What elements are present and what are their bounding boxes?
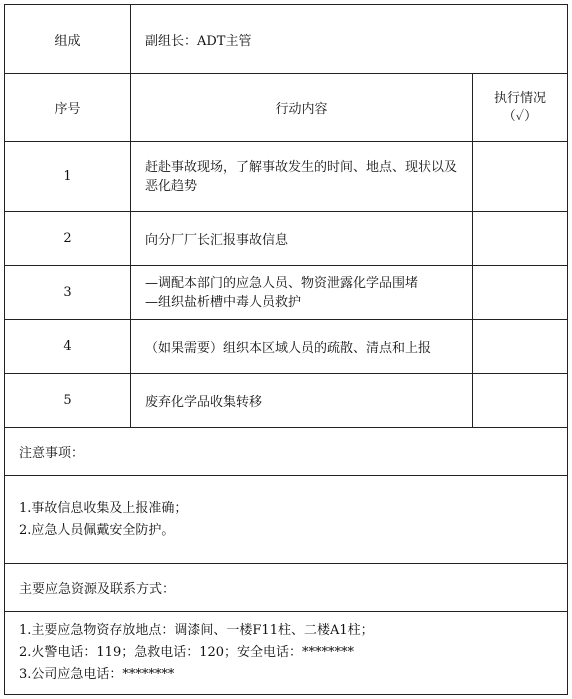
status-header-cell (473, 74, 567, 141)
status-header-line1: 执行情况 (493, 90, 546, 106)
notes-title-row (5, 428, 567, 476)
notes-body-cell (5, 476, 567, 563)
seq-header: 序号 (54, 102, 81, 117)
group-label: 组成 (54, 33, 81, 49)
action-cell (131, 374, 473, 427)
resources-title-row (5, 564, 567, 612)
resource-item: 2.火警电话：119；急救电话：120；安全电话：******** (19, 645, 355, 660)
table-row (5, 320, 567, 374)
table-row (5, 212, 567, 266)
action-line: 赶赴事故现场，了解事故发生的时间、地点、现状以及 (145, 159, 458, 175)
emergency-action-card (4, 4, 568, 695)
group-row (5, 5, 567, 74)
action-header: 行动内容 (275, 102, 328, 117)
group-value-cell (131, 5, 567, 73)
status-cell (473, 266, 567, 319)
action-line: （如果需要）组织本区域人员的疏散、清点和上报 (145, 341, 432, 356)
seq-cell (5, 374, 131, 427)
status-cell (473, 142, 567, 211)
seq-number: 4 (63, 339, 72, 354)
seq-number: 5 (63, 393, 72, 408)
status-cell (473, 374, 567, 427)
table-row (5, 142, 567, 212)
group-label-cell (5, 5, 131, 73)
action-cell (131, 320, 473, 373)
status-cell (473, 212, 567, 265)
resources-title-cell (5, 564, 567, 611)
action-line: 向分厂厂长汇报事故信息 (145, 233, 289, 248)
note-item: 1.事故信息收集及上报准确； (19, 500, 188, 516)
notes-title-cell (5, 428, 567, 475)
seq-header-cell (5, 74, 131, 141)
seq-cell (5, 212, 131, 265)
status-cell (473, 320, 567, 373)
resources-title: 主要应急资源及联系方式： (19, 582, 176, 597)
action-cell (131, 212, 473, 265)
action-line: —组织盐析槽中毒人员救护 (145, 294, 302, 310)
table-row (5, 374, 567, 428)
action-line: —调配本部门的应急人员、物资泄露化学品围堵 (145, 275, 419, 291)
status-header-line2: （✓） (502, 108, 538, 124)
table-row (5, 266, 567, 320)
note-item: 2.应急人员佩戴安全防护。 (19, 522, 175, 538)
seq-cell (5, 320, 131, 373)
notes-body-row (5, 476, 567, 564)
resources-body-cell (5, 612, 567, 694)
action-cell (131, 142, 473, 211)
seq-number: 1 (63, 169, 72, 184)
action-header-cell (131, 74, 473, 141)
resources-body-row (5, 612, 567, 694)
action-line: 恶化趋势 (145, 178, 198, 194)
seq-cell (5, 142, 131, 211)
action-line: 废弃化学品收集转移 (145, 395, 263, 410)
notes-title: 注意事项： (19, 446, 85, 461)
resource-item: 3.公司应急电话：******** (19, 667, 175, 682)
seq-cell (5, 266, 131, 319)
resource-item: 1.主要应急物资存放地点：调漆间、一楼F11柱、二楼A1柱； (19, 623, 374, 638)
seq-number: 2 (63, 231, 72, 246)
table-header-row (5, 74, 567, 142)
group-value: 副组长：ADT主管 (145, 33, 252, 49)
action-cell (131, 266, 473, 319)
seq-number: 3 (63, 285, 72, 300)
